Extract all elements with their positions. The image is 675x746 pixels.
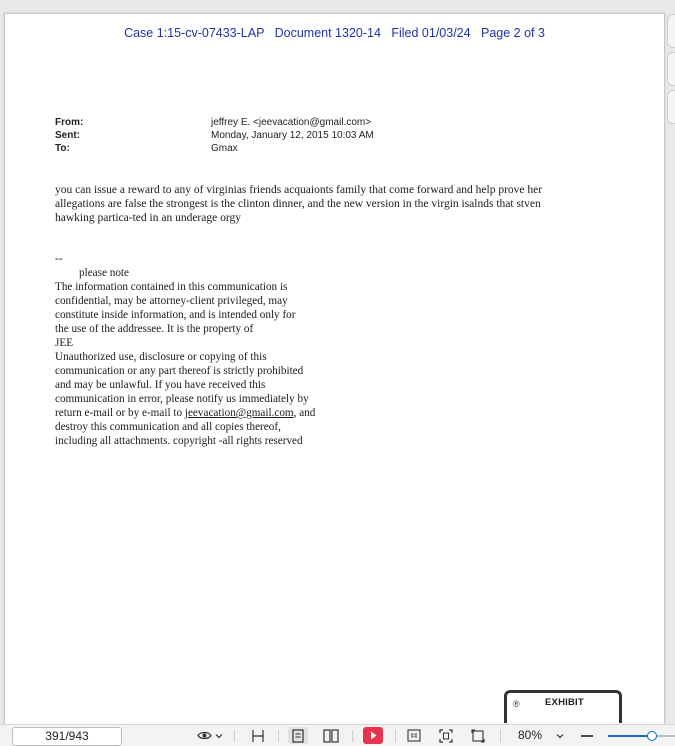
exhibit-mark: ® bbox=[513, 699, 520, 709]
actual-size-icon[interactable] bbox=[405, 727, 423, 744]
fit-page-icon[interactable] bbox=[437, 727, 455, 744]
email-signature bbox=[55, 252, 355, 448]
signature-line: the use of the addressee. It is the property of bbox=[55, 323, 254, 335]
side-tab[interactable] bbox=[667, 14, 675, 48]
zoom-dropdown-chevron-icon[interactable] bbox=[555, 727, 565, 744]
zoom-slider-thumb[interactable] bbox=[647, 731, 657, 741]
scroll-continuous-icon[interactable] bbox=[250, 727, 266, 744]
signature-line: The information contained in this communication is bbox=[55, 281, 288, 293]
case-header: Case 1:15-cv-07433-LAP Document 1320-14 Filed 01/03/24 Page 2 of 3 bbox=[124, 26, 545, 40]
exhibit-stamp bbox=[504, 690, 622, 723]
side-tab[interactable] bbox=[667, 90, 675, 124]
eye-icon[interactable] bbox=[196, 727, 212, 744]
page-number-field[interactable]: 391/943 bbox=[12, 727, 122, 746]
signature-note: please note bbox=[79, 267, 130, 279]
two-page-icon[interactable] bbox=[322, 727, 340, 744]
chevron-down-icon[interactable] bbox=[214, 727, 224, 744]
document-page bbox=[4, 13, 665, 724]
signature-line: Unauthorized use, disclosure or copying of this bbox=[55, 351, 267, 363]
single-page-icon[interactable] bbox=[288, 727, 308, 744]
zoom-slider-fill bbox=[608, 735, 652, 737]
email-link[interactable]: jeevacation@gmail.com bbox=[184, 407, 294, 419]
from-label: From: bbox=[55, 117, 84, 128]
signature-line: destroy this communication and all copies thereof, bbox=[55, 421, 281, 433]
signature-line: communication in error, please notify us immediately by bbox=[55, 393, 309, 405]
signature-line: including all attachments. copyright -all rights reserved bbox=[55, 435, 303, 447]
bottom-toolbar bbox=[0, 724, 675, 746]
toolbar-separator bbox=[278, 730, 279, 742]
notify-prefix: return e-mail or by e-mail to bbox=[55, 407, 185, 419]
signature-notify-line bbox=[55, 406, 355, 420]
fit-width-icon[interactable] bbox=[469, 727, 487, 744]
zoom-slider[interactable] bbox=[608, 735, 675, 737]
to-value: Gmax bbox=[211, 143, 238, 154]
sent-label: Sent: bbox=[55, 130, 80, 141]
side-tab[interactable] bbox=[667, 52, 675, 86]
signature-line: JEE bbox=[55, 337, 74, 349]
notify-suffix: , and bbox=[293, 407, 316, 419]
signature-dashes: -- bbox=[55, 253, 63, 265]
sent-value: Monday, January 12, 2015 10:03 AM bbox=[211, 130, 374, 141]
toolbar-separator bbox=[352, 730, 353, 742]
toolbar-separator bbox=[234, 730, 235, 742]
zoom-level[interactable]: 80% bbox=[518, 728, 543, 742]
signature-line: confidential, may be attorney-client privileged, may bbox=[55, 295, 288, 307]
email-body: you can issue a reward to any of virginias friends acquaionts family that come forward and help prove her allegations are false the strongest is the clinton dinner, and the new version in the virgin isalnds that stven hawking partica-ted in an underage orgy bbox=[55, 184, 543, 224]
signature-line: constitute inside information, and is intended only for bbox=[55, 309, 296, 321]
zoom-out-icon[interactable] bbox=[580, 727, 594, 744]
signature-line: and may be unlawful. If you have received this bbox=[55, 379, 266, 391]
toolbar-separator bbox=[395, 730, 396, 742]
toolbar-separator bbox=[500, 730, 501, 742]
from-value: jeffrey E. <jeevacation@gmail.com> bbox=[211, 117, 372, 128]
to-label: To: bbox=[55, 143, 70, 154]
exhibit-label: EXHIBIT bbox=[545, 697, 584, 708]
presentation-icon[interactable] bbox=[362, 727, 383, 744]
signature-line: communication or any part thereof is strictly prohibited bbox=[55, 365, 304, 377]
